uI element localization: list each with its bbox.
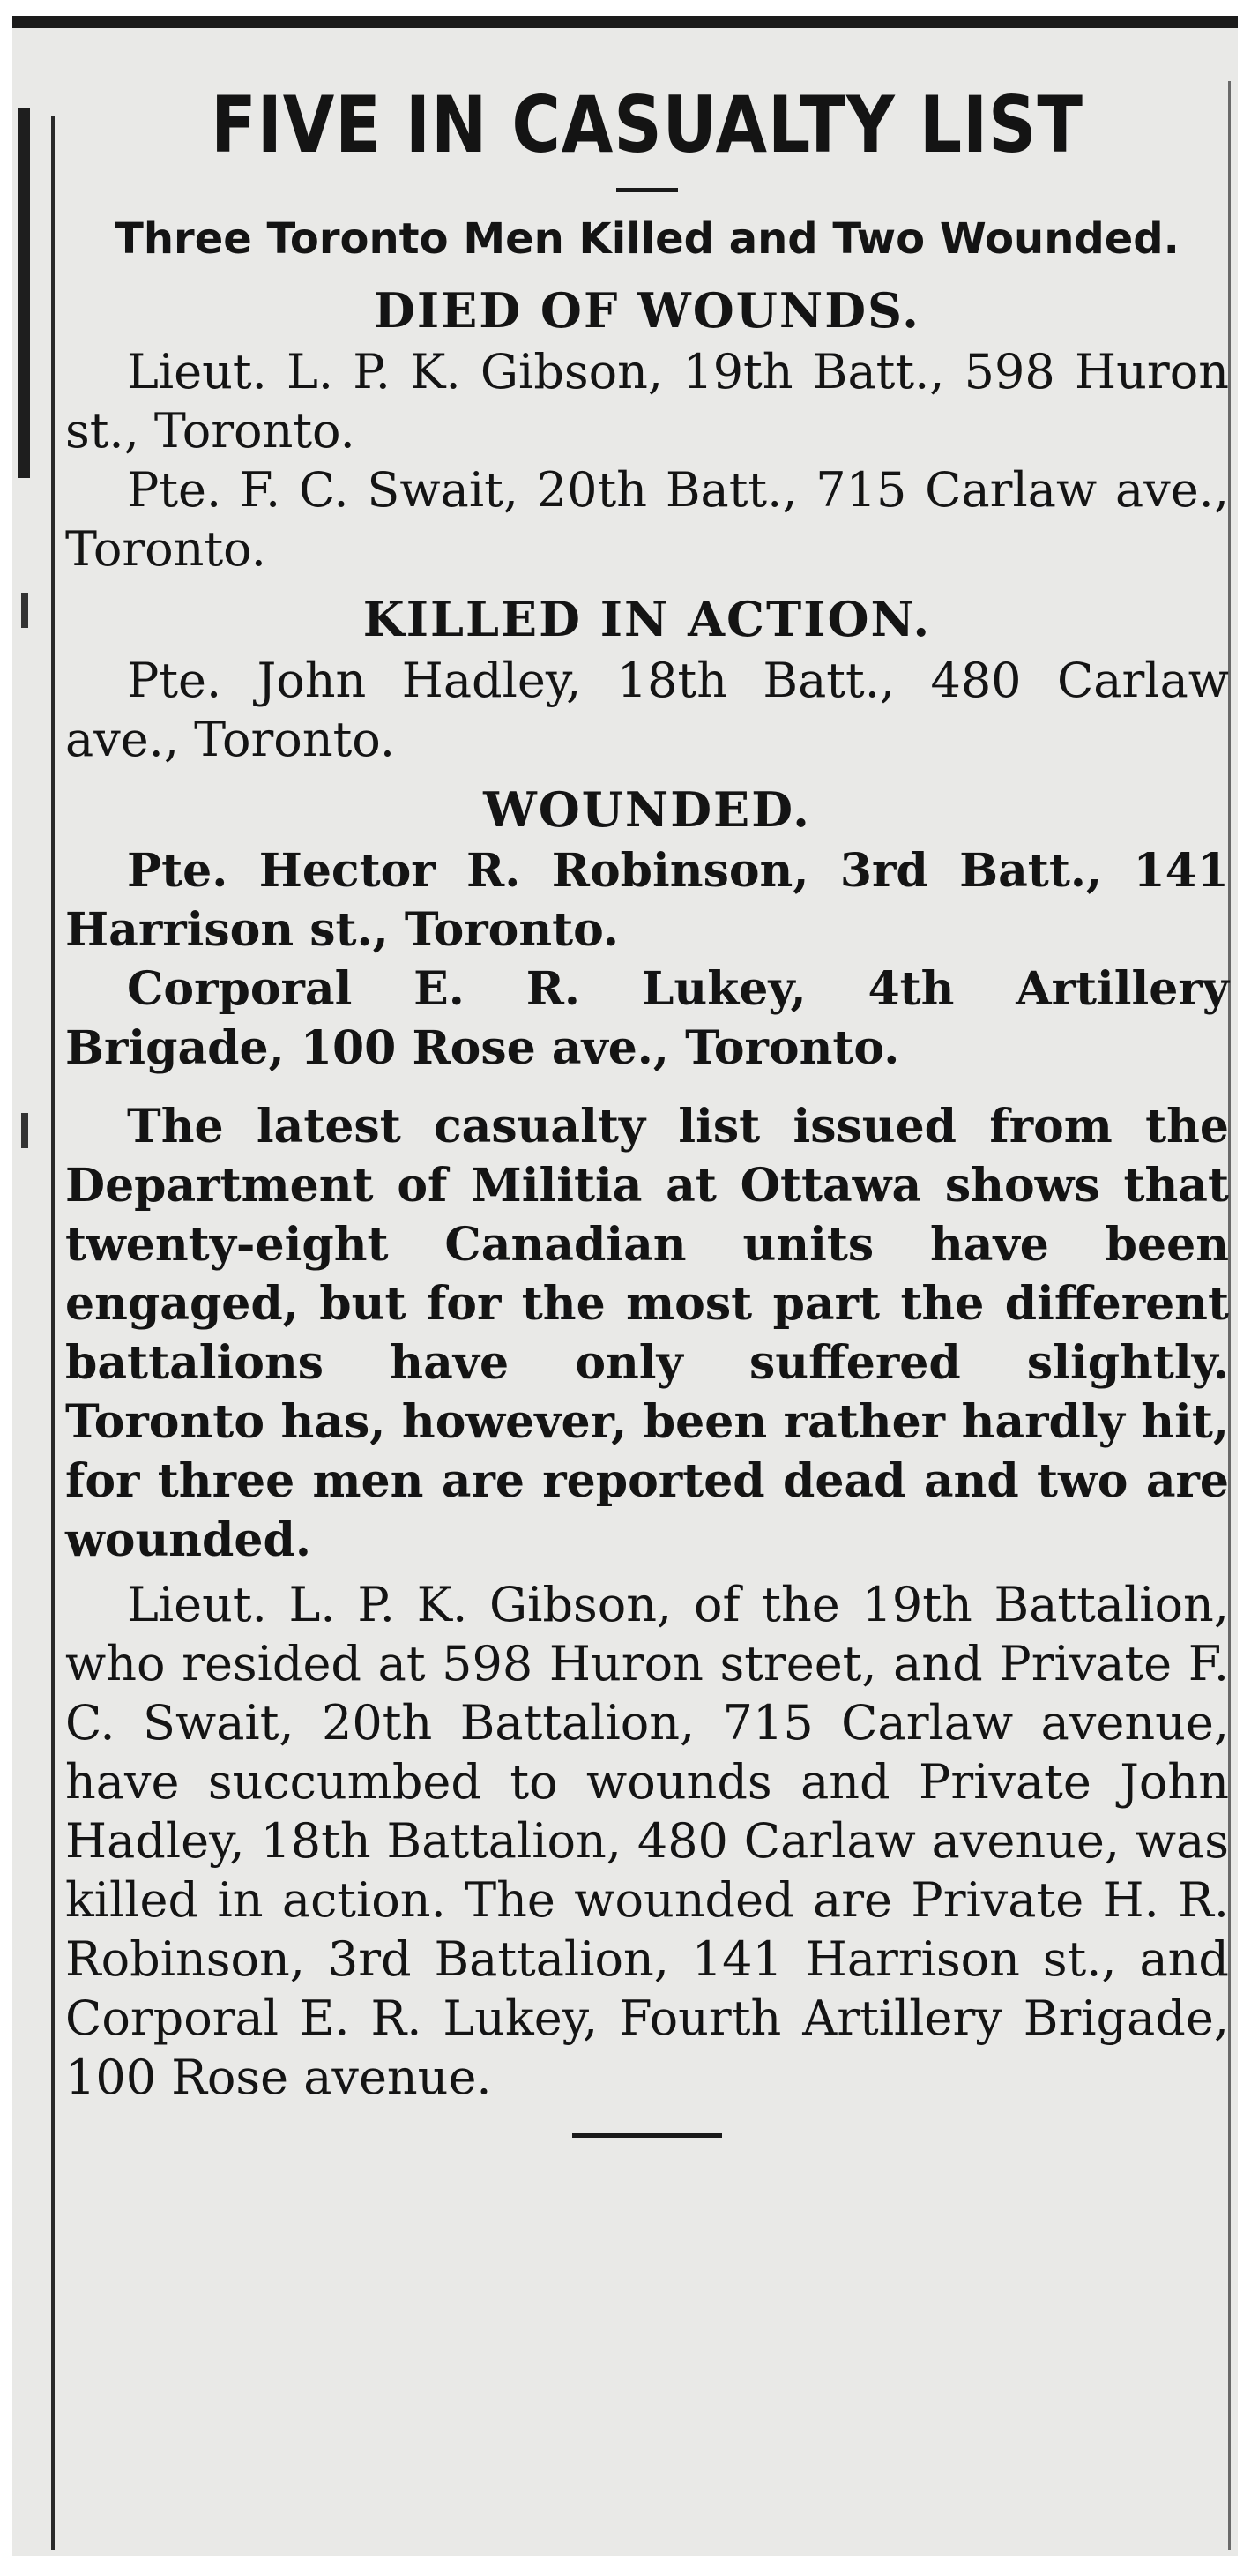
gutter-mark <box>21 593 28 628</box>
body-paragraph: Lieut. L. P. K. Gibson, of the 19th Battalion, who resided at 598 Huron street, and Private F. C. Swait, 20th Battalion, 715 Carlaw avenue, have succumbed to wounds and Private John Hadley, 18th Battalion, 480 Carlaw avenue, was killed in action. The wounded are Private H. R. Robinson, 3rd Battalion, 141 Harrison st., and Corporal E. R. Lukey, Fourth Artillery Brigade, 100 Rose avenue. <box>65 1577 1229 2105</box>
section-heading: WOUNDED. <box>483 781 811 838</box>
section-heading: DIED OF WOUNDS. <box>374 282 920 339</box>
end-rule <box>572 2133 722 2138</box>
gutter-mark <box>21 1113 28 1148</box>
section-died-of-wounds <box>65 280 1229 579</box>
article-column <box>65 77 1229 2138</box>
body-paragraph: The latest casualty list issued from the Department of Militia at Ottawa shows that twenty-eight Canadian units have been engaged, but for the most part the different battalions have only suffered slightly. Toronto has, however, been rather hardly hit, for three men are reported dead and two are wounded. <box>65 1100 1229 1567</box>
subheadline: Three Toronto Men Killed and Two Wounded. <box>115 214 1180 264</box>
section-heading: KILLED IN ACTION. <box>362 591 932 647</box>
headline-divider <box>616 188 678 192</box>
section-wounded <box>65 780 1229 1078</box>
headline: FIVE IN CASUALTY LIST <box>211 79 1083 170</box>
newspaper-clipping <box>12 16 1238 2556</box>
section-killed-in-action <box>65 589 1229 769</box>
casualty-entry: Lieut. L. P. K. Gibson, 19th Batt., 598 Huron st., Toronto. <box>65 344 1229 459</box>
column-rule <box>51 116 55 2550</box>
casualty-entry: Pte. Hector R. Robinson, 3rd Batt., 141 Harrison st., Toronto. <box>65 844 1229 957</box>
casualty-entry: Pte. F. C. Swait, 20th Batt., 715 Carlaw ave., Toronto. <box>65 462 1229 577</box>
casualty-entry: Corporal E. R. Lukey, 4th Artillery Brigade, 100 Rose ave., Toronto. <box>65 962 1229 1075</box>
gutter-bar <box>18 108 30 478</box>
casualty-entry: Pte. John Hadley, 18th Batt., 480 Carlaw ave., Toronto. <box>65 653 1229 767</box>
